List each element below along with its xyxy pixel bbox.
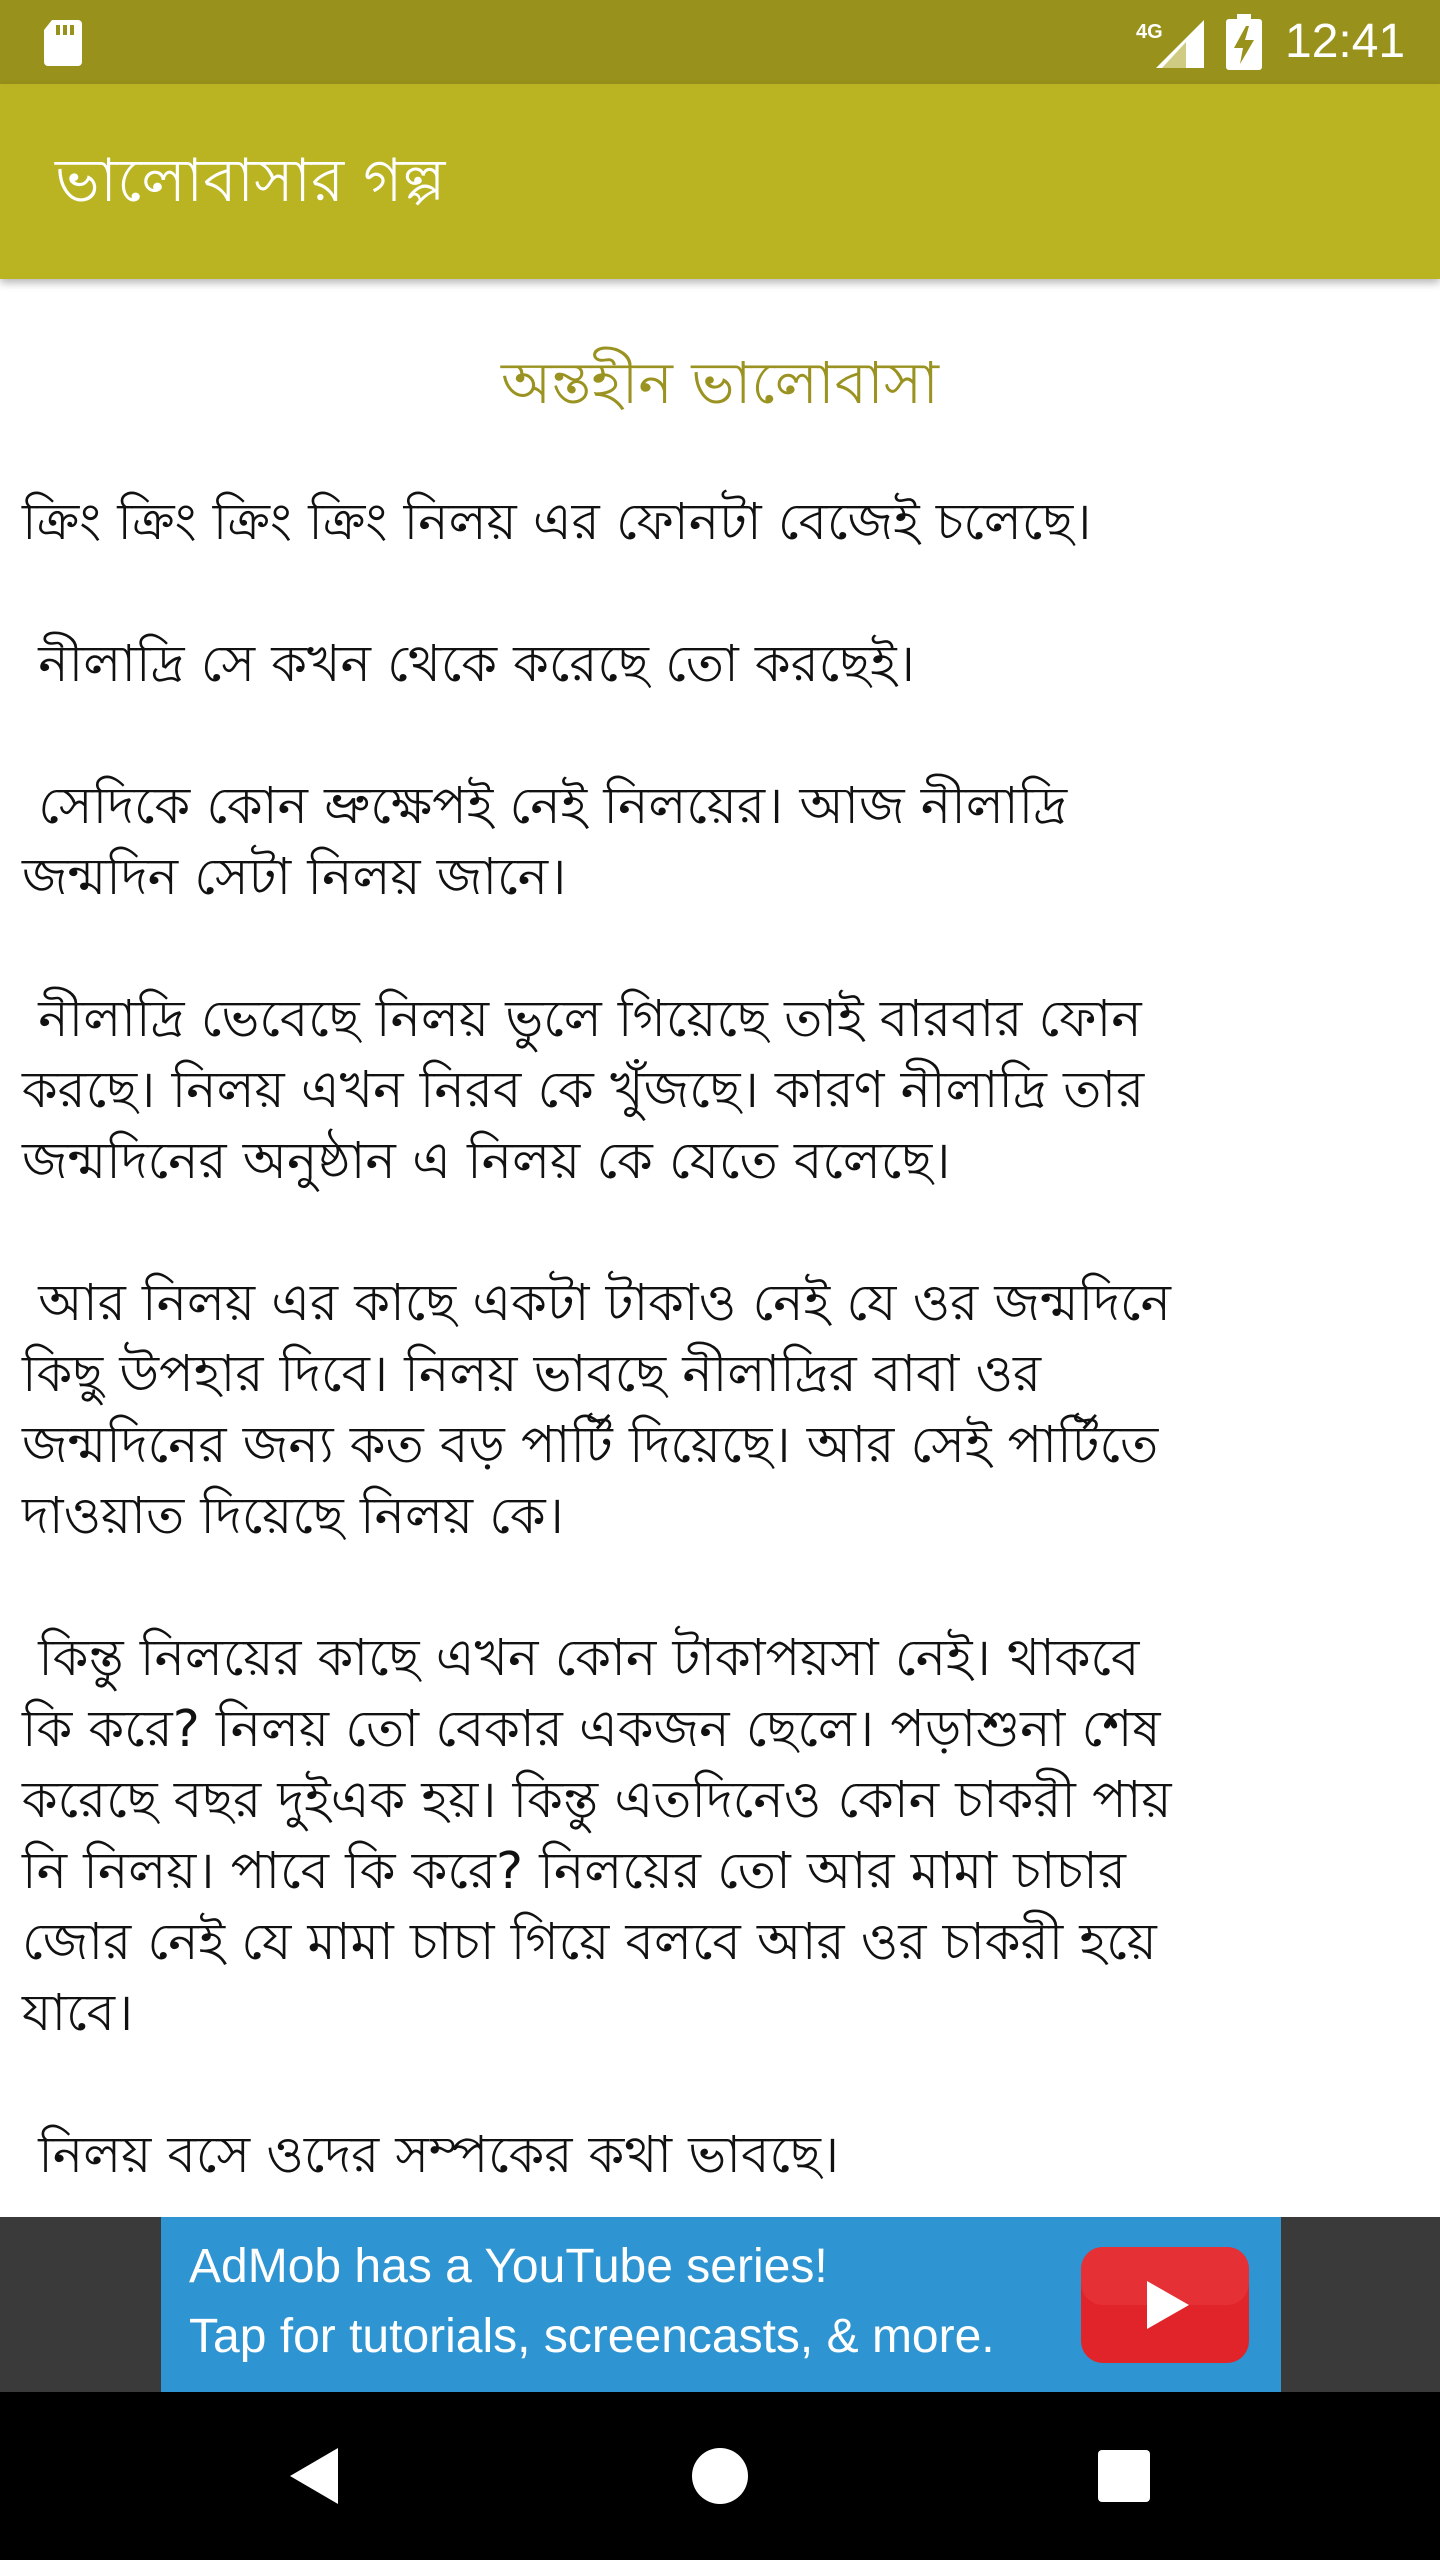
ad-headline: AdMob has a YouTube series!: [189, 2240, 828, 2293]
story-content[interactable]: [0, 279, 1440, 2217]
youtube-play-icon[interactable]: [1079, 2245, 1251, 2365]
network-type-label: 4G: [1136, 21, 1163, 43]
ad-area: [0, 2217, 1440, 2392]
recents-icon[interactable]: [1084, 2436, 1164, 2516]
back-icon[interactable]: [276, 2436, 356, 2516]
signal-icon: [1134, 16, 1204, 68]
status-bar: [0, 0, 1440, 84]
story-title: অন্তহীন ভালোবাসা: [501, 349, 939, 417]
story-paragraph: নিলয় বসে ওদের সম্পকের কথা ভাবছে।: [22, 2126, 840, 2185]
status-time: 12:41: [1285, 15, 1406, 68]
story-paragraph: সেদিকে কোন ভ্রুক্ষেপই নেই নিলয়ের। আজ নীলাদ্রি জন্মদিন সেটা নিলয় জানে।: [22, 777, 1068, 907]
story-paragraph: নীলাদ্রি ভেবেছে নিলয় ভুলে গিয়েছে তাই বারবার ফোন করছে। নিলয় এখন নিরব কে খুঁজছে। কারণ নীলাদ্রি তার জন্মদিনের অনুষ্ঠান এ নিলয় কে যেতে বলেছে।: [22, 990, 1145, 1191]
ad-banner[interactable]: [161, 2217, 1281, 2392]
story-paragraph: ক্রিং ক্রিং ক্রিং ক্রিং নিলয় এর ফোনটা বেজেই চলেছে।: [22, 493, 1092, 552]
sd-card-icon: [42, 18, 84, 66]
app-title: ভালোবাসার গল্প: [55, 146, 446, 216]
story-paragraph: কিন্তু নিলয়ের কাছে এখন কোন টাকাপয়সা নেই। থাকবে কি করে? নিলয় তো বেকার একজন ছেলে। পড়াশুনা শেষ করেছে বছর দুইএক হয়। কিন্তু এতদিনেও কোন চাকরী পায় নি নিলয়। পাবে কি করে? নিলয়ের তো আর মামা চাচার জোর নেই যে মামা চাচা গিয়ে বলবে আর ওর চাকরী হয়ে যাবে।: [22, 1629, 1172, 2043]
battery-charging-icon: [1226, 14, 1262, 70]
ad-subline: Tap for tutorials, screencasts, & more.: [189, 2310, 995, 2363]
story-paragraph: নীলাদ্রি সে কখন থেকে করেছে তো করছেই।: [22, 635, 915, 694]
story-body: [22, 487, 1422, 2217]
app-bar: [0, 84, 1440, 279]
home-icon[interactable]: [680, 2436, 760, 2516]
navigation-bar: [0, 2392, 1440, 2560]
story-paragraph: আর নিলয় এর কাছে একটা টাকাও নেই যে ওর জন্মদিনে কিছু উপহার দিবে। নিলয় ভাবছে নীলাদ্রির বাবা ওর জন্মদিনের জন্য কত বড় পার্টি দিয়েছে। আর সেই পার্টিতে দাওয়াত দিয়েছে নিলয় কে।: [22, 1274, 1171, 1546]
